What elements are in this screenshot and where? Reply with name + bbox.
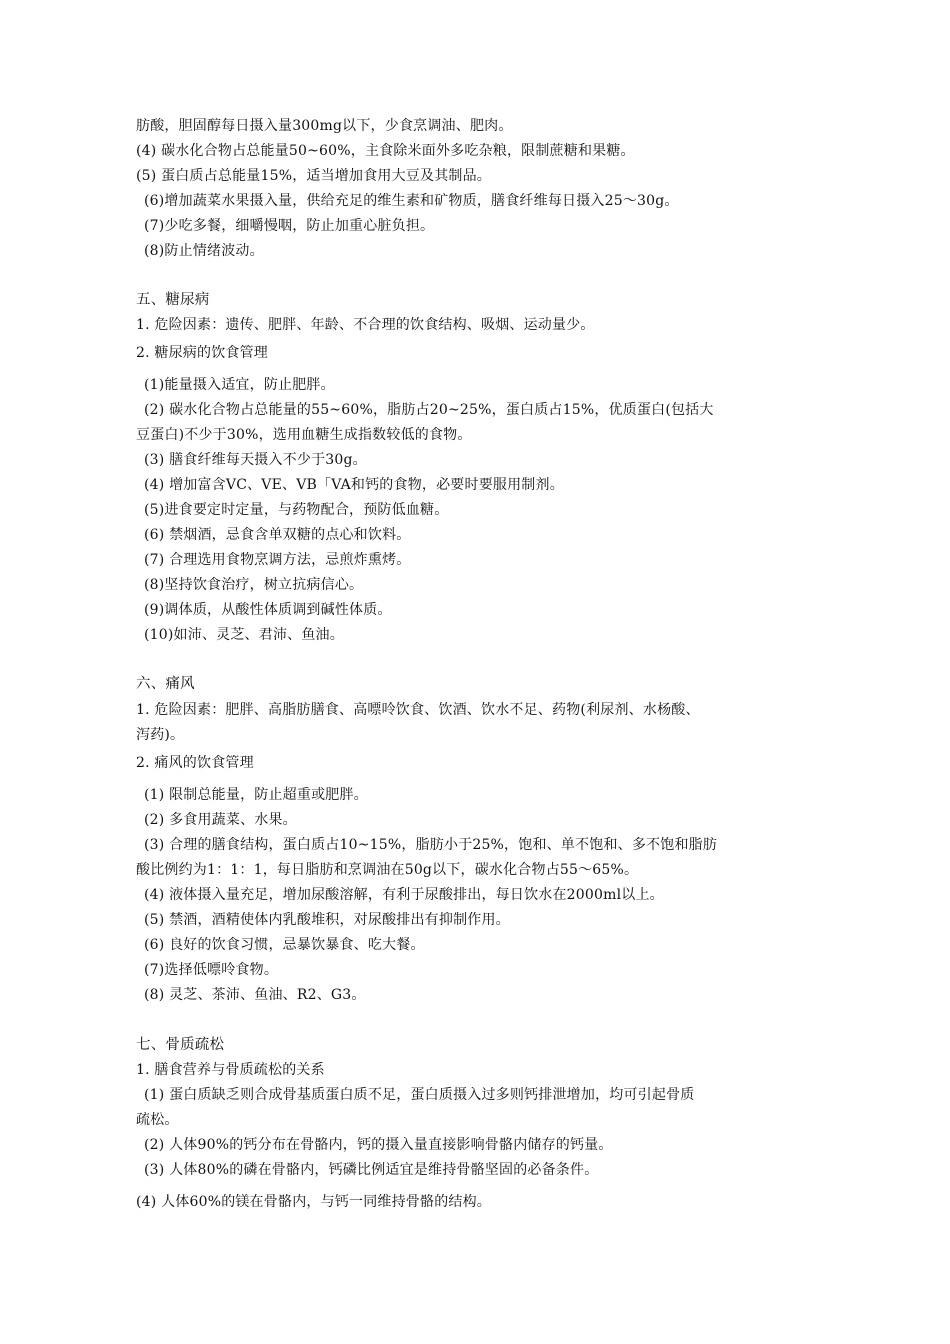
text-line: (5) 蛋白质占总能量15%，适当增加食用大豆及其制品。: [136, 168, 491, 184]
text-line: (4) 碳水化合物占总能量50~60%，主食除米面外多吃杂粮，限制蔗糖和果糖。: [136, 143, 635, 159]
text-line: (10)如沛、灵芝、君沛、鱼油。: [144, 627, 344, 643]
text-line: 1. 危险因素：肥胖、高脂肪膳食、高嘌呤饮食、饮酒、饮水不足、药物(利尿剂、水杨酸、: [136, 702, 700, 718]
text-line: 1. 危险因素：遗传、肥胖、年龄、不合理的饮食结构、吸烟、运动量少。: [136, 317, 595, 333]
text-line: (2) 碳水化合物占总能量的55~60%，脂肪占20~25%，蛋白质占15%，优质蛋白(包括大: [144, 402, 714, 418]
text-line: (9)调体质，从酸性体质调到碱性体质。: [144, 602, 392, 618]
text-line: (8) 灵芝、茶沛、鱼油、R2、G3。: [144, 987, 366, 1003]
text-line: (6) 禁烟酒，忌食含单双糖的点心和饮料。: [144, 527, 411, 543]
text-line: 肪酸，胆固醇每日摄入量300mg以下，少食烹调油、肥肉。: [136, 118, 513, 134]
text-line: (2) 多食用蔬菜、水果。: [144, 812, 297, 828]
text-line: (3) 膳食纤维每天摄入不少于30g。: [144, 452, 367, 468]
text-line: (4) 增加富含VC、VE、VB「VA和钙的食物，必要时要服用制剂。: [144, 477, 564, 493]
text-line: (3) 合理的膳食结构，蛋白质占10~15%，脂肪小于25%，饱和、单不饱和、多不饱和脂肪: [144, 837, 718, 853]
text-line: (7)选择低嘌呤食物。: [144, 962, 279, 978]
text-line: 泻药)。: [136, 727, 185, 743]
text-line: 豆蛋白)不少于30%，选用血糖生成指数较低的食物。: [136, 427, 472, 443]
section-heading: 七、骨质疏松: [136, 1037, 225, 1053]
text-line: 疏松。: [136, 1112, 179, 1128]
text-line: (4) 人体60%的镁在骨骼内，与钙一同维持骨骼的结构。: [136, 1194, 491, 1210]
text-line: (5)进食要定时定量，与药物配合，预防低血糖。: [144, 502, 449, 518]
text-line: 酸比例约为1：1：1，每日脂肪和烹调油在50g以下，碳水化合物占55〜65%。: [136, 862, 639, 878]
text-line: 2. 痛风的饮食管理: [136, 755, 254, 771]
text-line: (6) 良好的饮食习惯，忌暴饮暴食、吃大餐。: [144, 937, 425, 953]
text-line: (4) 液体摄入量充足，增加尿酸溶解，有利于尿酸排出，每日饮水在2000ml以上。: [144, 887, 664, 903]
text-line: (1)能量摄入适宜，防止肥胖。: [144, 377, 335, 393]
text-line: (2) 人体90%的钙分布在骨骼内，钙的摄入量直接影响骨骼内储存的钙量。: [144, 1137, 613, 1153]
text-line: (5) 禁酒，酒精使体内乳酸堆积，对尿酸排出有抑制作用。: [144, 912, 510, 928]
text-line: (1) 蛋白质缺乏则合成骨基质蛋白质不足，蛋白质摄入过多则钙排泄增加，均可引起骨质: [144, 1087, 695, 1103]
section-heading: 五、糖尿病: [136, 292, 210, 308]
text-line: (3) 人体80%的磷在骨骼内，钙磷比例适宜是维持骨骼坚固的必备条件。: [144, 1162, 599, 1178]
text-line: 1. 膳食营养与骨质疏松的关系: [136, 1062, 325, 1078]
text-line: (8)坚持饮食治疗，树立抗病信心。: [144, 577, 364, 593]
text-line: (8)防止情绪波动。: [144, 243, 264, 259]
text-line: 2. 糖尿病的饮食管理: [136, 345, 269, 361]
text-line: (6)增加蔬菜水果摄入量，供给充足的维生素和矿物质，膳食纤维每日摄入25〜30g。: [144, 193, 679, 209]
text-line: (7)少吃多餐，细嚼慢咽，防止加重心脏负担。: [144, 218, 435, 234]
text-line: (1) 限制总能量，防止超重或肥胖。: [144, 787, 368, 803]
text-line: (7) 合理选用食物烹调方法，忌煎炸熏烤。: [144, 552, 411, 568]
section-heading: 六、痛风: [136, 676, 195, 692]
